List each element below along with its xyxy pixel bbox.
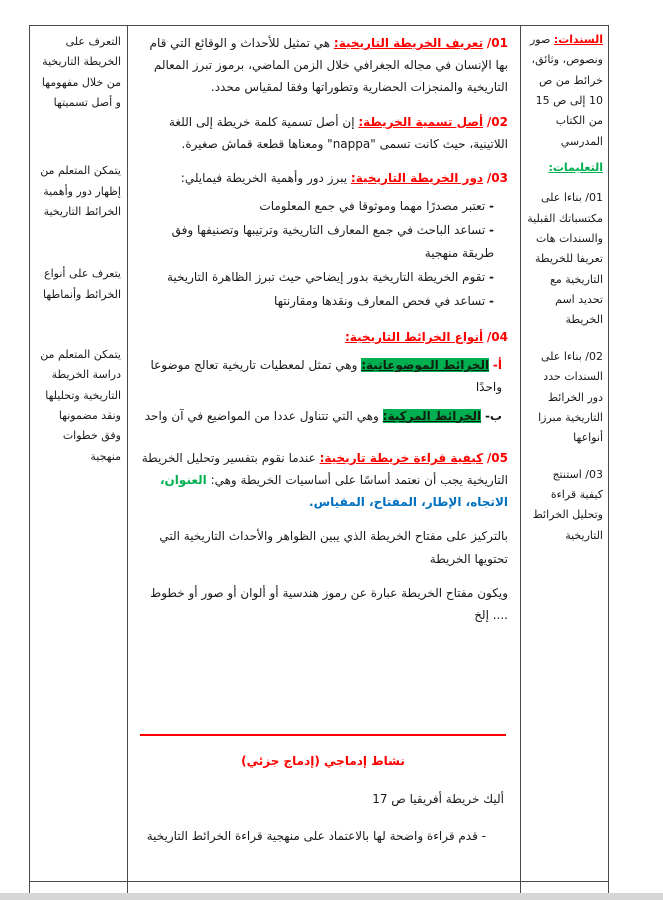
map-basic-title-word: العنوان،	[160, 473, 207, 487]
section-title: كيفية قراءة خريطة تاريخية:	[319, 450, 484, 465]
section-definition	[138, 32, 508, 99]
section-number: 02/	[486, 114, 508, 129]
dash-bullet: -	[489, 199, 494, 214]
type-letter: ب-	[484, 408, 502, 423]
lesson-content-column	[128, 26, 521, 882]
role-bullet-text: تساعد في فحص المعارف ونقدها ومقارنتها	[274, 293, 486, 308]
reading-paragraph-key-focus: بالتركيز على مفتاح الخريطة الذي يبين الظواهر والأحداث التاريخية التي تحتويها الخريطة	[159, 529, 508, 566]
section-title: دور الخريطة التاريخية:	[350, 170, 484, 185]
supports-label: السندات:	[553, 33, 603, 46]
objective-item: التعرف على الخريطة التاريخية من خلال مفهومها و أصل تسميتها	[41, 35, 121, 110]
instructions-label: التعليمات:	[548, 161, 603, 175]
map-basics-words: الاتجاه، الإطار، المفتاح، المقياس.	[309, 495, 508, 510]
section-number: 01/	[486, 36, 508, 50]
section-reading	[138, 447, 508, 514]
role-bullet	[138, 195, 494, 217]
role-bullet-text: تعتبر مصدرًا مهما وموثوقا في جمع المعلومات	[259, 199, 486, 214]
dash-bullet: -	[489, 223, 494, 238]
dash-bullet: -	[489, 293, 494, 308]
role-bullet-text: تقوم الخريطة التاريخية بدور إيضاحي حيث تبرز الظاهرة التاريخية	[166, 269, 486, 284]
section-body: إن أصل تسمية كلمة خريطة إلى اللغة اللاتينية، حيث كانت تسمى "nappa" ومعناها قطعة قماش صغيرة.	[168, 114, 508, 151]
dash-bullet: -	[489, 269, 494, 284]
section-title: تعريف الخريطة التاريخية:	[333, 36, 484, 50]
reading-paragraph-key-symbols: ويكون مفتاح الخريطة عبارة عن رموز هندسية أو ألوان أو صور أو خطوط .... إلخ	[150, 585, 508, 622]
section-title: أصل تسمية الخريطة:	[358, 114, 484, 129]
supports-column	[521, 26, 609, 882]
type-term-highlighted: الخرائط الموضوعاتية:	[361, 358, 490, 373]
type-text: وهي تمثل لمعطيات تاريخية تعالج موضوعا واحدًا	[150, 358, 502, 395]
activity-title: نشاط إدماجي (إدماج جزئي)	[241, 754, 405, 769]
type-item-thematic	[138, 354, 502, 398]
section-etymology	[138, 111, 508, 155]
type-text: وهي التي تتناول عددا من المواضيع في آن واحد	[144, 408, 379, 423]
section-number: 03/	[486, 170, 508, 185]
objective-item: يتعرف على أنواع الخرائط وأنماطها	[43, 267, 121, 301]
activity-bullet	[138, 825, 486, 847]
section-number: 04/	[486, 330, 508, 345]
objectives-column	[30, 26, 128, 882]
type-item-composite	[138, 405, 502, 427]
role-bullet-text: تساعد الباحث في جمع المعارف التاريخية وترتيبها وتصنيفها وفق طريقة منهجية	[171, 223, 494, 260]
instruction-item: 03/ استنتج كيفية قراءة وتحليل الخرائط التاريخية	[532, 467, 603, 542]
objective-item: يتمكن المتعلم من دراسة الخريطة التاريخية وتحليلها ونقد مضمونها وفق خطوات منهجية	[40, 348, 121, 463]
type-term-highlighted: الخرائط المركبة:	[382, 408, 482, 423]
red-separator-line	[140, 734, 506, 736]
section-body: يبرز دور وأهمية الخريطة فيمايلي:	[180, 170, 348, 185]
activity-bullet-text: قدم قراءة واضحة لها بالاعتماد على منهجية قراءة الخرائط التاريخية	[146, 828, 478, 843]
lesson-table	[29, 25, 609, 900]
objective-item: يتمكن المتعلم من إظهار دور وأهمية الخرائط التاريخية	[40, 164, 121, 219]
instructions-label-paragraph	[526, 158, 603, 178]
role-bullet	[138, 266, 494, 288]
type-letter: أ-	[492, 358, 502, 373]
section-body: هي تمثيل للأحداث و الوقائع التي قام بها الإنسان في مجاله الجغرافي خلال الزمن الماضي، برموز تبرز المعالم التاريخية والمنجزات الحضارية وتطوراتها وفقا لمقياس محدد.	[149, 36, 508, 95]
section-number: 05/	[486, 450, 508, 465]
instruction-item: 01/ بناءا على مكتسباتك القبلية والسندات هات تعريفا للخريطة التاريخية مع تحديد اسم الخريطة	[527, 191, 603, 327]
main-row	[30, 26, 609, 882]
supports-text: صور ونصوص، وثائق، خرائط من ص 10 إلى ص 15 من الكتاب المدرسي	[529, 33, 603, 148]
role-bullet	[138, 219, 494, 263]
activity-intro-line: أليك خريطة أفريقيا ص 17	[372, 792, 504, 807]
supports-paragraph	[526, 30, 603, 152]
section-body: عندما نقوم بتفسير وتحليل الخريطة التاريخية يجب أن نعتمد أساسًا على أساسيات الخريطة وهي:	[141, 450, 508, 487]
instruction-item: 02/ بناءا على السندات حدد دور الخرائط التاريخية مبرزا أنواعها	[538, 349, 603, 445]
page-edge	[0, 893, 663, 900]
section-role-heading	[138, 167, 508, 189]
section-title: أنواع الخرائط التاريخية:	[345, 330, 484, 345]
role-bullet	[138, 290, 494, 312]
section-types-heading	[138, 326, 508, 348]
dash-bullet: -	[481, 828, 486, 843]
